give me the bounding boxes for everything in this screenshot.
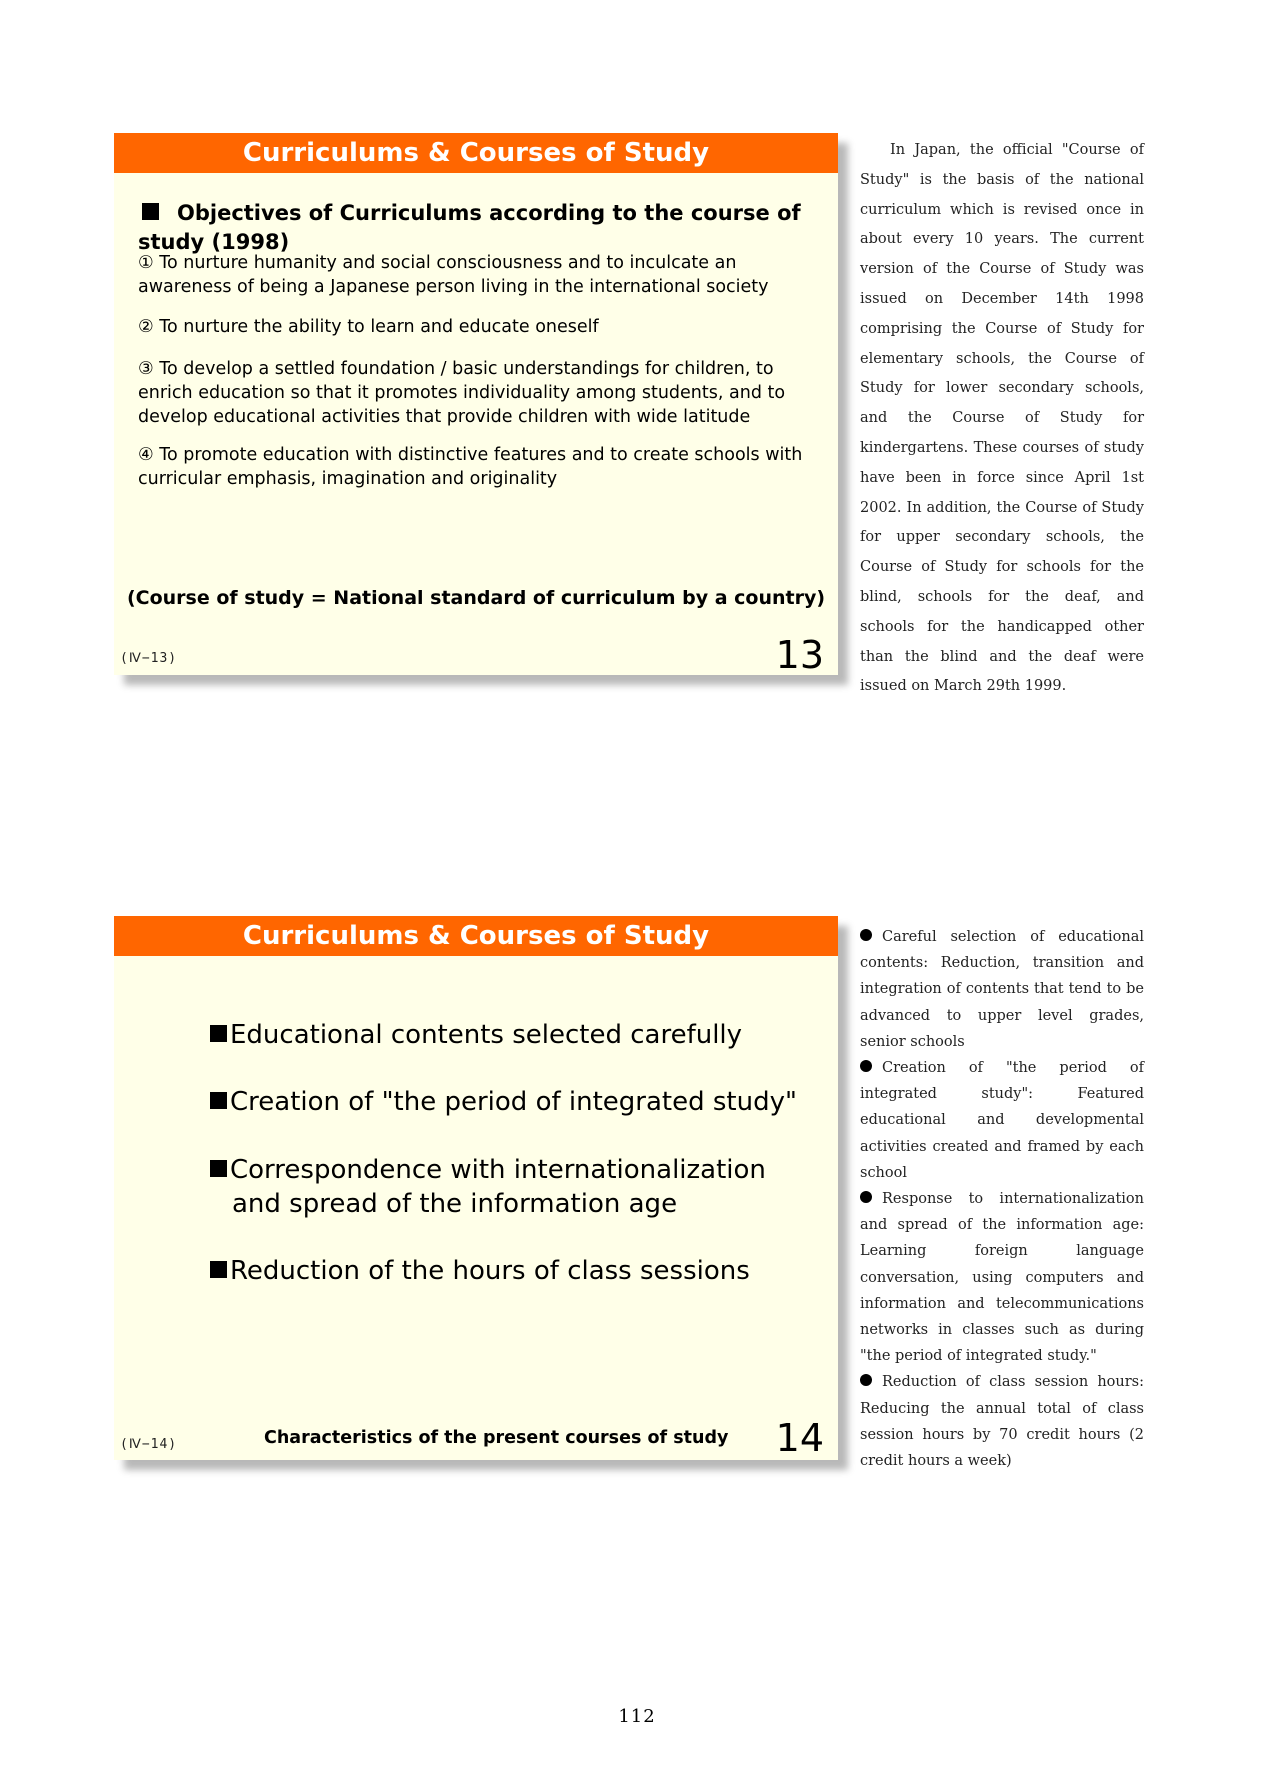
slide-heading bbox=[138, 199, 818, 257]
characteristic-text: Correspondence with internationalization bbox=[230, 1155, 766, 1185]
objective-item-3: ③ To develop a settled foundation / basic understandings for children, to enrich education so that it promotes individuality among students, and to develop educational activities that provide children with wide latitude bbox=[138, 359, 786, 427]
square-bullet-icon bbox=[210, 1160, 227, 1177]
side-paragraph-text: Reduction of class session hours: Reducing the annual total of class session hours by 70 credit hours (2 credit hours a week) bbox=[860, 1374, 1144, 1470]
slide-caption: Characteristics of the present courses of study bbox=[264, 1428, 729, 1448]
objective-item-1: ① To nurture humanity and social consciousness and to inculcate an awareness of being a Japanese person living in the international society bbox=[138, 253, 769, 297]
square-bullet-icon bbox=[210, 1025, 227, 1042]
bullet-dot-icon bbox=[860, 1191, 872, 1203]
slide-title: Curriculums & Courses of Study bbox=[114, 133, 838, 173]
slide-title: Curriculums & Courses of Study bbox=[114, 916, 838, 956]
side-paragraph-text: Creation of "the period of integrated study": Featured educational and developmental activities created and framed by each school bbox=[860, 1060, 1144, 1181]
slide-code: (Ⅳ−13) bbox=[120, 651, 178, 666]
square-bullet-icon bbox=[210, 1261, 227, 1278]
characteristic-text-cont: and spread of the information age bbox=[232, 1189, 678, 1219]
side-paragraph bbox=[860, 924, 1144, 1055]
characteristic-item-2 bbox=[210, 1085, 810, 1119]
slide-heading-text: Objectives of Curriculums according to the course of study (1998) bbox=[138, 201, 801, 254]
side-paragraph bbox=[860, 1055, 1144, 1186]
slide-13 bbox=[114, 133, 838, 675]
characteristic-text: Creation of "the period of integrated study" bbox=[230, 1087, 797, 1117]
slide-code: (Ⅳ−14) bbox=[120, 1437, 178, 1452]
square-bullet-icon bbox=[210, 1092, 227, 1109]
bullet-dot-icon bbox=[860, 929, 872, 941]
characteristic-text: Reduction of the hours of class sessions bbox=[230, 1256, 750, 1286]
slide-number: 14 bbox=[775, 1416, 824, 1460]
side-paragraph-text: Careful selection of educational contents: Reduction, transition and integration of contents that tend to be advanced to upper level grades, senior schools bbox=[860, 929, 1144, 1050]
bullet-dot-icon bbox=[860, 1060, 872, 1072]
objective-item-4: ④ To promote education with distinctive features and to create schools with curricular emphasis, imagination and originality bbox=[138, 445, 803, 489]
side-text-2 bbox=[860, 924, 1144, 1474]
square-bullet-icon bbox=[142, 203, 159, 220]
slide-note: (Course of study = National standard of curriculum by a country) bbox=[126, 587, 826, 609]
bullet-dot-icon bbox=[860, 1374, 872, 1386]
objective-item-2: ② To nurture the ability to learn and educate oneself bbox=[138, 317, 599, 337]
characteristic-item-1 bbox=[210, 1018, 810, 1052]
characteristic-text: Educational contents selected carefully bbox=[230, 1020, 743, 1050]
side-paragraph bbox=[860, 1369, 1144, 1474]
slide-14 bbox=[114, 916, 838, 1460]
side-text-1: In Japan, the official "Course of Study" is the basis of the national curriculum which is revised once in about every 10 years. The current version of the Course of Study was issued on December 14th 1998 comprising the Course of Study for elementary schools, the Course of Study for lower secondary schools, and the Course of Study for kindergartens. These courses of study have been in force since April 1st 2002. In addition, the Course of Study for upper secondary schools, the Course of Study for schools for the blind, schools for the deaf, and schools for the handicapped other than the blind and the deaf were issued on March 29th 1999. bbox=[860, 142, 1144, 695]
slide-number: 13 bbox=[775, 633, 824, 677]
characteristic-item-3 bbox=[210, 1153, 810, 1221]
side-paragraph-text: Response to internationalization and spread of the information age: Learning foreign language conversation, using computers and information and telecommunications networks in classes such as during "the period of integrated study." bbox=[860, 1191, 1144, 1365]
page-number: 112 bbox=[618, 1706, 656, 1727]
side-paragraph bbox=[860, 1186, 1144, 1369]
characteristic-item-4 bbox=[210, 1254, 810, 1288]
